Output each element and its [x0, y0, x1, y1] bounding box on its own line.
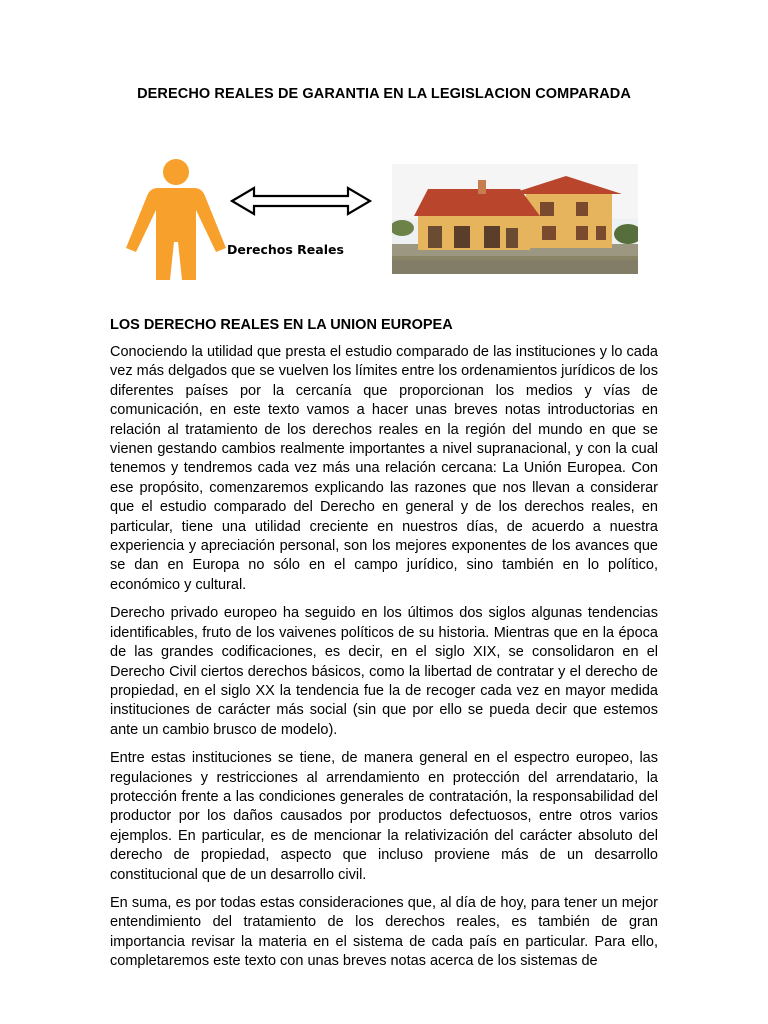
person-arrow-figure: [122, 158, 382, 280]
person-icon: [126, 159, 226, 280]
paragraph: Conociendo la utilidad que presta el estudio comparado de las instituciones y lo cada vez más delgados que se vuelven los límites entre los ordenamientos jurídicos de los diferentes países por la cercanía que proporcionan los medios y vías de comunicación, en este texto vamos a hacer unas breves notas introductorias en relación al tratamiento de los derechos reales en la región del mundo en que se vienen gestando cambios realmente importantes a nivel supranacional, y con la cual tenemos y tendremos cada vez más una relación cercana: La Unión Europea. Con ese propósito, comenzaremos explicando las razones que nos llevan a considerar que el estudio comparado del Derecho en general y de los derechos reales, en particular, tiene una utilidad creciente en nuestros días, de acuerdo a nuestra experiencia y apreciación personal, son los mejores exponentes de los avances que se dan en Europa no sólo en el campo jurídico, sino también en lo político, económico y cultural.: [110, 344, 658, 593]
paragraph: Entre estas instituciones se tiene, de manera general en el espectro europeo, las regulaciones y restricciones al arrendamiento en protección del arrendatario, la protección frente a las condiciones generales de contratación, la responsabilidad del productor por los daños causados por productos defectuosos, entre otros varios ejemplos. En particular, es de mencionar la relativización del carácter absoluto del derecho de propiedad, aspecto que incluso proviene más de un desarrollo constitucional que de un desarrollo civil.: [110, 750, 658, 883]
house-photo: [392, 164, 638, 274]
body-text: [110, 343, 658, 981]
section-heading: LOS DERECHO REALES EN LA UNION EUROPEA: [110, 317, 453, 333]
document-title: DERECHO REALES DE GARANTIA EN LA LEGISLACION COMPARADA: [137, 86, 631, 102]
paragraph: En suma, es por todas estas consideraciones que, al día de hoy, para tener un mejor entendimiento del tratamiento de los derechos reales, es también de gran importancia revisar la materia en el sistema de cada país en particular. Para ello, completaremos este texto con unas breves notas acerca de los sistemas de: [110, 894, 658, 970]
double-arrow-icon: [232, 188, 370, 214]
figure-caption: Derechos Reales: [227, 242, 344, 257]
paragraph: Derecho privado europeo ha seguido en los últimos dos siglos algunas tendencias identificables, fruto de los vaivenes políticos de su historia. Mientras que en la época de las grandes codificaciones, es decir, en el siglo XIX, se consolidaron en el Derecho Civil ciertos derechos básicos, como la libertad de contratar y el derecho de propiedad, en el siglo XX la tendencia fue la de recoger cada vez en mayor medida instituciones de carácter más social (sin que por ello se pueda decir que estemos ante un cambio brusco de modelo).: [110, 605, 658, 738]
